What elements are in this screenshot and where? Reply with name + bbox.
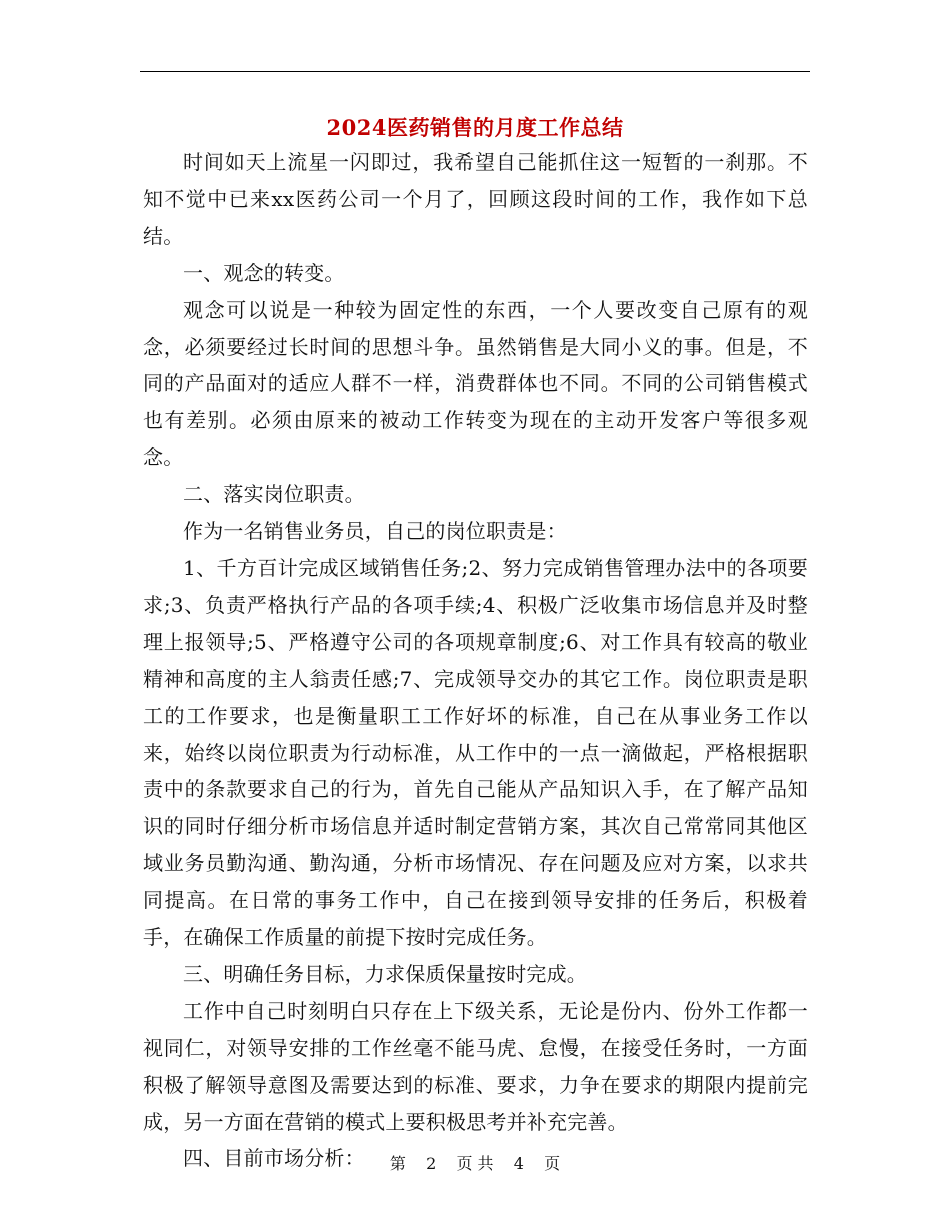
footer-prefix: 第	[389, 1154, 406, 1173]
footer-page-total: 4	[513, 1154, 524, 1173]
section-heading-4: 四、目前市场分析：	[183, 1146, 365, 1171]
footer-page-number: 2	[426, 1154, 437, 1173]
section-heading-1: 一、观念的转变。	[183, 260, 345, 285]
section-heading-3: 三、明确任务目标，力求保质保量按时完成。	[183, 961, 587, 986]
document-body	[143, 144, 808, 1177]
header-rule	[140, 71, 810, 72]
section-heading-2: 二、落实岗位职责。	[183, 482, 365, 507]
section-paragraph-2: 1、千方百计完成区域销售任务;2、努力完成销售管理办法中的各项要求;3、负责严格执行产品的各项手续;4、积极广泛收集市场信息并及时整理上报领导;5、严格遵守公司的各项规章制度;6、对工作具有较高的敬业精神和高度的主人翁责任感;7、完成领导交办的其它工作。岗位职责是职工的工作要求，也是衡量职工工作好坏的标准，自己在从事业务工作以来，始终以岗位职责为行动标准，从工作中的一点一滴做起，严格根据职责中的条款要求自己的行为，首先自己能从产品知识入手，在了解产品知识的同时仔细分析市场信息并适时制定营销方案，其次自己常常同其他区域业务员勤沟通、勤沟通，分析市场情况、存在问题及应对方案，以求共同提高。在日常的事务工作中，自己在接到领导安排的任务后，积极着手，在确保工作质量的前提下按时完成任务。	[143, 555, 808, 950]
intro-paragraph: 时间如天上流星一闪即过，我希望自己能抓住这一短暂的一刹那。不知不觉中已来xx医药公司一个月了，回顾这段时间的工作，我作如下总结。	[143, 150, 808, 248]
page-footer	[0, 1152, 950, 1176]
document-title: 2024医药销售的月度工作总结	[326, 115, 624, 140]
footer-middle: 页 共	[456, 1154, 494, 1173]
footer-suffix: 页	[544, 1154, 561, 1173]
section-intro-2: 作为一名销售业务员，自己的岗位职责是：	[183, 519, 567, 544]
section-paragraph-3: 工作中自己时刻明白只存在上下级关系，无论是份内、份外工作都一视同仁，对领导安排的工作丝毫不能马虎、怠慢，在接受任务时，一方面积极了解领导意图及需要达到的标准、要求，力争在要求的期限内提前完成，另一方面在营销的模式上要积极思考并补充完善。	[143, 998, 808, 1134]
section-paragraph-1: 观念可以说是一种较为固定性的东西，一个人要改变自己原有的观念，必须要经过长时间的思想斗争。虽然销售是大同小义的事。但是，不同的产品面对的适应人群不一样，消费群体也不同。不同的公司销售模式也有差别。必须由原来的被动工作转变为现在的主动开发客户等很多观念。	[143, 297, 808, 470]
